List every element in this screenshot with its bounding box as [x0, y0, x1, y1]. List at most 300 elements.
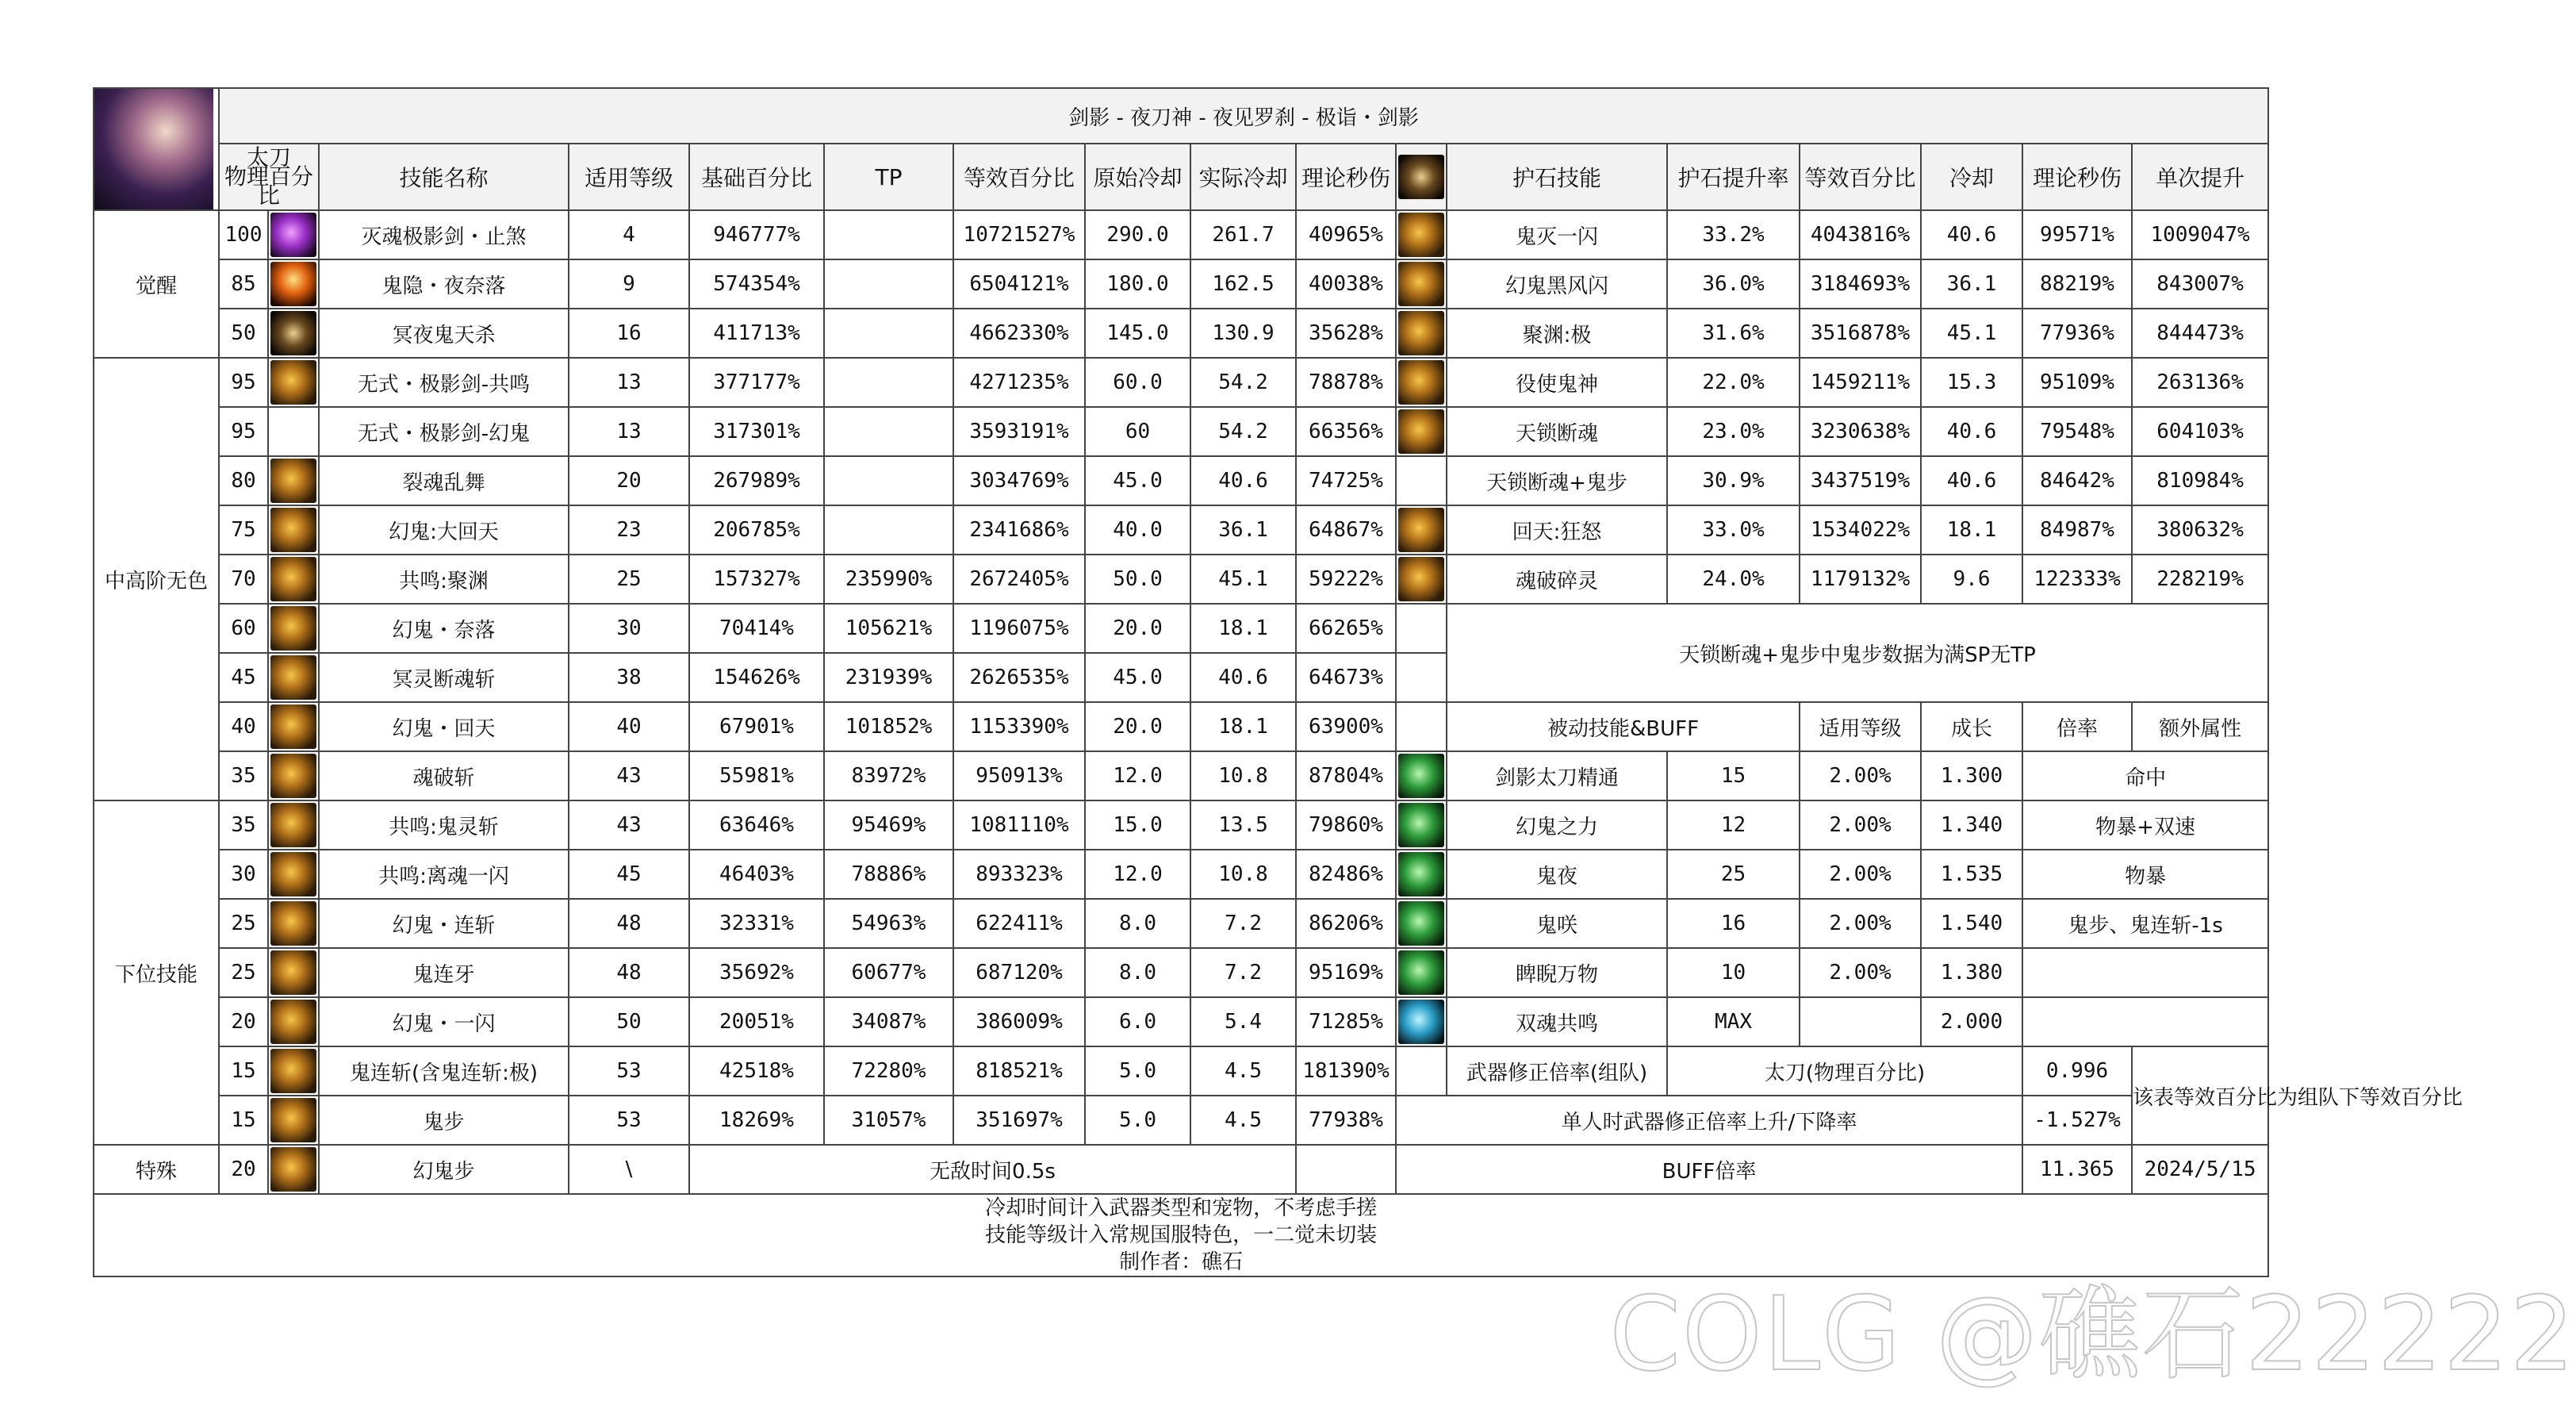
skill-lv: 25 [219, 899, 268, 948]
passive-mult: 1.300 [1921, 751, 2022, 800]
skill-actual-cd: 10.8 [1190, 850, 1296, 899]
skill-theory-dps: 79860% [1296, 800, 1396, 850]
skill-icon [270, 606, 316, 651]
header-stone-skill: 护石技能 [1447, 144, 1667, 210]
skill-base-pct: 946777% [689, 210, 824, 259]
stone-equiv: 3230638% [1800, 407, 1921, 456]
passive-name: 剑影太刀精通 [1447, 751, 1667, 800]
skill-name: 共鸣:聚渊 [319, 555, 569, 604]
table-title: 剑影 - 夜刀神 - 夜见罗刹 - 极诣・剑影 [219, 88, 2268, 144]
passive-name: 鬼夜 [1447, 850, 1667, 899]
solo-label: 单人时武器修正倍率上升/下降率 [1396, 1096, 2022, 1145]
skill-name: 幻鬼・一闪 [319, 997, 569, 1046]
stone-cd: 40.6 [1921, 210, 2022, 259]
skill-equiv-pct: 2672405% [953, 555, 1085, 604]
skill-actual-cd: 162.5 [1190, 259, 1296, 309]
skill-tp: 78886% [824, 850, 953, 899]
skill-icon [270, 852, 316, 896]
skill-level: 43 [569, 800, 689, 850]
skill-theory-dps: 64867% [1296, 505, 1396, 555]
skill-orig-cd: 20.0 [1085, 702, 1190, 751]
skill-theory-dps: 95169% [1296, 948, 1396, 997]
skill-level: 9 [569, 259, 689, 309]
table-row [94, 997, 2268, 1046]
talisman-header-icon [1396, 144, 1447, 210]
passive-name: 鬼咲 [1447, 899, 1667, 948]
empty-icon-cell [1396, 604, 1447, 653]
skill-level: 23 [569, 505, 689, 555]
group-special: 特殊 [94, 1145, 219, 1194]
skill-icon-cell [268, 604, 319, 653]
skill-icon [270, 901, 316, 946]
stone-icon-cell [1396, 358, 1447, 407]
passive-extra: 物暴+双速 [2022, 800, 2268, 850]
skill-equiv-pct: 818521% [953, 1046, 1085, 1096]
skill-orig-cd: 5.0 [1085, 1046, 1190, 1096]
skill-icon-cell [268, 309, 319, 358]
passive-growth: 2.00% [1800, 800, 1921, 850]
skill-icon-cell [268, 997, 319, 1046]
special-lv: 20 [219, 1145, 268, 1194]
stone-single-gain: 228219% [2132, 555, 2268, 604]
skill-base-pct: 20051% [689, 997, 824, 1046]
header-equiv-pct: 等效百分比 [953, 144, 1085, 210]
skill-tp: 235990% [824, 555, 953, 604]
stone-icon [1398, 409, 1444, 454]
passive-level: 16 [1667, 899, 1800, 948]
skill-equiv-pct: 10721527% [953, 210, 1085, 259]
passive-level: 10 [1667, 948, 1800, 997]
empty-icon-cell [1396, 653, 1447, 702]
header-stone-cd: 冷却 [1921, 144, 2022, 210]
skill-theory-dps: 40038% [1296, 259, 1396, 309]
skill-actual-cd: 45.1 [1190, 555, 1296, 604]
skill-icon-cell [268, 407, 319, 456]
skill-orig-cd: 45.0 [1085, 456, 1190, 505]
skill-lv: 50 [219, 309, 268, 358]
skill-base-pct: 317301% [689, 407, 824, 456]
skill-theory-dps: 82486% [1296, 850, 1396, 899]
passive-growth [1800, 997, 1921, 1046]
passive-icon [1398, 901, 1444, 946]
skill-tp [824, 259, 953, 309]
skill-equiv-pct: 3034769% [953, 456, 1085, 505]
stone-dps: 95109% [2022, 358, 2132, 407]
skill-icon-cell [268, 1096, 319, 1145]
header-stone-dps: 理论秒伤 [2022, 144, 2132, 210]
table-row [94, 210, 2268, 259]
group-awaken: 觉醒 [94, 210, 219, 358]
stone-rate: 30.9% [1667, 456, 1800, 505]
skill-base-pct: 46403% [689, 850, 824, 899]
skill-theory-dps: 71285% [1296, 997, 1396, 1046]
skill-icon [270, 508, 316, 552]
skill-name: 幻鬼・回天 [319, 702, 569, 751]
skill-tp: 34087% [824, 997, 953, 1046]
stone-dps: 88219% [2022, 259, 2132, 309]
skill-level: 25 [569, 555, 689, 604]
stone-single-gain: 263136% [2132, 358, 2268, 407]
skill-tp: 95469% [824, 800, 953, 850]
stone-rate: 33.2% [1667, 210, 1800, 259]
stone-dps: 79548% [2022, 407, 2132, 456]
skill-equiv-pct: 4662330% [953, 309, 1085, 358]
skill-icon-cell [268, 505, 319, 555]
skill-icon-cell [268, 751, 319, 800]
header-base-pct: 基础百分比 [689, 144, 824, 210]
skill-theory-dps: 66265% [1296, 604, 1396, 653]
passive-icon [1398, 852, 1444, 896]
skill-actual-cd: 18.1 [1190, 702, 1296, 751]
skill-tp: 54963% [824, 899, 953, 948]
skill-level: 38 [569, 653, 689, 702]
table-row [94, 751, 2268, 800]
skill-equiv-pct: 1196075% [953, 604, 1085, 653]
passive-mult: 1.540 [1921, 899, 2022, 948]
skill-icon [270, 1147, 316, 1192]
stone-name: 天锁断魂+鬼步 [1447, 456, 1667, 505]
skill-orig-cd: 8.0 [1085, 899, 1190, 948]
passive-level: MAX [1667, 997, 1800, 1046]
stone-cd: 18.1 [1921, 505, 2022, 555]
skill-lv: 35 [219, 800, 268, 850]
skill-icon [270, 360, 316, 405]
stone-icon-cell [1396, 210, 1447, 259]
skill-icon [270, 655, 316, 700]
header-orig-cd: 原始冷却 [1085, 144, 1190, 210]
footer-line: 冷却时间计入武器类型和宠物，不考虑手搓 [985, 1196, 1378, 1220]
skill-icon [270, 1000, 316, 1044]
skill-name: 幻鬼・连斩 [319, 899, 569, 948]
skill-lv: 60 [219, 604, 268, 653]
stone-single-gain: 844473% [2132, 309, 2268, 358]
group-mid: 中高阶无色 [94, 358, 219, 800]
stone-equiv: 3437519% [1800, 456, 1921, 505]
skill-name: 无式・极影剑-共鸣 [319, 358, 569, 407]
skill-base-pct: 18269% [689, 1096, 824, 1145]
skill-tp [824, 309, 953, 358]
skill-orig-cd: 40.0 [1085, 505, 1190, 555]
skill-orig-cd: 20.0 [1085, 604, 1190, 653]
skill-actual-cd: 36.1 [1190, 505, 1296, 555]
stone-name: 魂破碎灵 [1447, 555, 1667, 604]
stone-icon [1398, 360, 1444, 405]
skill-lv: 40 [219, 702, 268, 751]
skill-base-pct: 267989% [689, 456, 824, 505]
table-row [94, 948, 2268, 997]
corner-label [219, 144, 319, 210]
stone-icon [1398, 213, 1444, 257]
table-row [94, 1046, 2268, 1096]
skill-equiv-pct: 6504121% [953, 259, 1085, 309]
stone-single-gain: 810984% [2132, 456, 2268, 505]
skill-base-pct: 42518% [689, 1046, 824, 1096]
stone-rate: 24.0% [1667, 555, 1800, 604]
empty-icon-cell [1396, 1046, 1447, 1096]
skill-icon-cell [268, 210, 319, 259]
skill-actual-cd: 7.2 [1190, 899, 1296, 948]
skill-orig-cd: 60 [1085, 407, 1190, 456]
skill-base-pct: 157327% [689, 555, 824, 604]
stone-equiv: 1179132% [1800, 555, 1921, 604]
skill-name: 共鸣:离魂一闪 [319, 850, 569, 899]
stone-name: 幻鬼黑风闪 [1447, 259, 1667, 309]
stone-icon-cell [1396, 259, 1447, 309]
passive-header-growth: 成长 [1921, 702, 2022, 751]
stone-rate: 31.6% [1667, 309, 1800, 358]
stone-icon-cell [1396, 505, 1447, 555]
special-level: \ [569, 1145, 689, 1194]
stone-cd: 40.6 [1921, 456, 2022, 505]
passive-mult: 1.340 [1921, 800, 2022, 850]
skill-theory-dps: 74725% [1296, 456, 1396, 505]
skill-name: 无式・极影剑-幻鬼 [319, 407, 569, 456]
passive-mult: 1.380 [1921, 948, 2022, 997]
skill-equiv-pct: 351697% [953, 1096, 1085, 1145]
skill-actual-cd: 54.2 [1190, 407, 1296, 456]
skill-name: 幻鬼:大回天 [319, 505, 569, 555]
skill-theory-dps: 40965% [1296, 210, 1396, 259]
skill-name: 幻鬼・奈落 [319, 604, 569, 653]
skill-icon-cell [268, 1145, 319, 1194]
passive-icon-cell [1396, 997, 1447, 1046]
skill-equiv-pct: 622411% [953, 899, 1085, 948]
skill-base-pct: 154626% [689, 653, 824, 702]
skill-orig-cd: 15.0 [1085, 800, 1190, 850]
skill-equiv-pct: 2626535% [953, 653, 1085, 702]
skill-lv: 95 [219, 407, 268, 456]
stone-rate: 36.0% [1667, 259, 1800, 309]
skill-name: 冥灵断魂斩 [319, 653, 569, 702]
skill-orig-cd: 50.0 [1085, 555, 1190, 604]
skill-lv: 75 [219, 505, 268, 555]
passive-header-level: 适用等级 [1800, 702, 1921, 751]
skill-tp: 105621% [824, 604, 953, 653]
skill-icon [270, 754, 316, 798]
skill-actual-cd: 10.8 [1190, 751, 1296, 800]
skill-theory-dps: 59222% [1296, 555, 1396, 604]
skill-equiv-pct: 687120% [953, 948, 1085, 997]
skill-orig-cd: 145.0 [1085, 309, 1190, 358]
skill-base-pct: 63646% [689, 800, 824, 850]
skill-orig-cd: 5.0 [1085, 1096, 1190, 1145]
skill-lv: 30 [219, 850, 268, 899]
table-row [94, 702, 2268, 751]
passive-icon-cell [1396, 899, 1447, 948]
passive-mult: 1.535 [1921, 850, 2022, 899]
stone-name: 鬼灭一闪 [1447, 210, 1667, 259]
skill-actual-cd: 4.5 [1190, 1046, 1296, 1096]
stone-equiv: 3516878% [1800, 309, 1921, 358]
table-row [94, 358, 2268, 407]
stone-icon [1398, 311, 1444, 355]
watermark: COLG @礁石22222 [1609, 1276, 2576, 1394]
skill-icon [270, 459, 316, 503]
passive-mult: 2.000 [1921, 997, 2022, 1046]
skill-lv: 45 [219, 653, 268, 702]
skill-orig-cd: 60.0 [1085, 358, 1190, 407]
table-row [94, 604, 2268, 653]
skill-icon [270, 950, 316, 995]
skill-tp: 60677% [824, 948, 953, 997]
skill-equiv-pct: 2341686% [953, 505, 1085, 555]
skill-level: 48 [569, 948, 689, 997]
skill-icon-cell [268, 456, 319, 505]
skill-actual-cd: 54.2 [1190, 358, 1296, 407]
skill-theory-dps: 78878% [1296, 358, 1396, 407]
passive-icon-cell [1396, 948, 1447, 997]
stone-rate: 22.0% [1667, 358, 1800, 407]
skill-base-pct: 32331% [689, 899, 824, 948]
passive-growth: 2.00% [1800, 751, 1921, 800]
stone-dps: 84987% [2022, 505, 2132, 555]
skill-name: 魂破斩 [319, 751, 569, 800]
skill-base-pct: 411713% [689, 309, 824, 358]
skill-name: 冥夜鬼天杀 [319, 309, 569, 358]
skill-base-pct: 206785% [689, 505, 824, 555]
stone-single-gain: 843007% [2132, 259, 2268, 309]
skill-tp: 72280% [824, 1046, 953, 1096]
header-single-gain: 单次提升 [2132, 144, 2268, 210]
table-row [94, 1096, 2268, 1145]
table-row [94, 800, 2268, 850]
skill-level: 48 [569, 899, 689, 948]
footer-line: 技能等级计入常规国服特色，一二觉未切装 [985, 1223, 1378, 1247]
stone-icon [1398, 557, 1444, 601]
skill-theory-dps: 77938% [1296, 1096, 1396, 1145]
skill-orig-cd: 290.0 [1085, 210, 1190, 259]
skill-icon [270, 1098, 316, 1142]
passive-icon-cell [1396, 800, 1447, 850]
skill-icon-cell [268, 800, 319, 850]
skill-name: 鬼连牙 [319, 948, 569, 997]
stone-equiv: 3184693% [1800, 259, 1921, 309]
passive-icon [1398, 1000, 1444, 1044]
skill-lv: 15 [219, 1096, 268, 1145]
passive-header-mult: 倍率 [2022, 702, 2132, 751]
group-low: 下位技能 [94, 800, 219, 1145]
skill-base-pct: 67901% [689, 702, 824, 751]
team-note: 该表等效百分比为组队下等效百分比 [2132, 1046, 2268, 1145]
skill-equiv-pct: 1153390% [953, 702, 1085, 751]
skill-name: 鬼隐・夜奈落 [319, 259, 569, 309]
passive-growth: 2.00% [1800, 899, 1921, 948]
skill-name: 共鸣:鬼灵斩 [319, 800, 569, 850]
stone-icon [1398, 262, 1444, 306]
stone-cd: 36.1 [1921, 259, 2022, 309]
skill-tp [824, 456, 953, 505]
passive-icon-cell [1396, 850, 1447, 899]
stone-cd: 45.1 [1921, 309, 2022, 358]
skill-equiv-pct: 3593191% [953, 407, 1085, 456]
skill-name: 裂魂乱舞 [319, 456, 569, 505]
stone-icon-cell [1396, 555, 1447, 604]
passive-extra: 物暴 [2022, 850, 2268, 899]
weapon-type: 太刀(物理百分比) [1667, 1046, 2022, 1096]
header-skill-name: 技能名称 [319, 144, 569, 210]
footer-line: 制作者：礁石 [1119, 1250, 1244, 1274]
passive-extra [2022, 997, 2268, 1046]
special-note: 无敌时间0.5s [689, 1145, 1296, 1194]
passive-header-extra: 额外属性 [2132, 702, 2268, 751]
table-row-special [94, 1145, 2268, 1194]
stone-rate: 33.0% [1667, 505, 1800, 555]
skill-icon-cell [268, 555, 319, 604]
stone-equiv: 1534022% [1800, 505, 1921, 555]
passive-name: 幻鬼之力 [1447, 800, 1667, 850]
passive-icon [1398, 754, 1444, 798]
skill-equiv-pct: 893323% [953, 850, 1085, 899]
stone-name: 回天:狂怒 [1447, 505, 1667, 555]
skill-actual-cd: 130.9 [1190, 309, 1296, 358]
passive-extra: 鬼步、鬼连斩-1s [2022, 899, 2268, 948]
skill-base-pct: 574354% [689, 259, 824, 309]
skill-tp: 101852% [824, 702, 953, 751]
skill-theory-dps: 35628% [1296, 309, 1396, 358]
stone-dps: 99571% [2022, 210, 2132, 259]
passive-growth: 2.00% [1800, 850, 1921, 899]
skill-orig-cd: 12.0 [1085, 850, 1190, 899]
skill-level: 13 [569, 358, 689, 407]
skill-icon-cell [268, 358, 319, 407]
table-row [94, 407, 2268, 456]
stone-icon-cell [1396, 309, 1447, 358]
table-row [94, 259, 2268, 309]
skill-name: 鬼连斩(含鬼连斩:极) [319, 1046, 569, 1096]
skill-icon [270, 704, 316, 749]
passive-level: 12 [1667, 800, 1800, 850]
skill-orig-cd: 45.0 [1085, 653, 1190, 702]
skill-icon-cell [268, 948, 319, 997]
passive-name: 双魂共鸣 [1447, 997, 1667, 1046]
stone-name: 聚渊:极 [1447, 309, 1667, 358]
skill-lv: 80 [219, 456, 268, 505]
skill-orig-cd: 12.0 [1085, 751, 1190, 800]
skill-actual-cd: 4.5 [1190, 1096, 1296, 1145]
skill-level: 4 [569, 210, 689, 259]
skill-orig-cd: 6.0 [1085, 997, 1190, 1046]
skill-tp [824, 358, 953, 407]
skill-icon [270, 1049, 316, 1093]
skill-level: 45 [569, 850, 689, 899]
weapon-label: 武器修正倍率(组队) [1447, 1046, 1667, 1096]
header-level: 适用等级 [569, 144, 689, 210]
skill-equiv-pct: 1081110% [953, 800, 1085, 850]
skill-icon-cell [268, 899, 319, 948]
skill-lv: 70 [219, 555, 268, 604]
stone-dps: 77936% [2022, 309, 2132, 358]
stone-equiv: 1459211% [1800, 358, 1921, 407]
header-stone-equiv: 等效百分比 [1800, 144, 1921, 210]
skill-theory-dps: 86206% [1296, 899, 1396, 948]
skill-icon-cell [268, 850, 319, 899]
skill-name: 灭魂极影剑・止煞 [319, 210, 569, 259]
skill-base-pct: 70414% [689, 604, 824, 653]
stone-note: 天锁断魂+鬼步中鬼步数据为满SP无TP [1447, 604, 2268, 702]
stone-equiv: 4043816% [1800, 210, 1921, 259]
table-row [94, 850, 2268, 899]
passive-extra: 命中 [2022, 751, 2268, 800]
stone-dps: 84642% [2022, 456, 2132, 505]
table-row [94, 555, 2268, 604]
skill-theory-dps: 64673% [1296, 653, 1396, 702]
empty-icon-cell [1296, 1145, 1396, 1194]
skill-level: 16 [569, 309, 689, 358]
skill-level: 53 [569, 1096, 689, 1145]
stone-rate: 23.0% [1667, 407, 1800, 456]
buff-value: 11.365 [2022, 1145, 2132, 1194]
skill-icon-cell [268, 259, 319, 309]
